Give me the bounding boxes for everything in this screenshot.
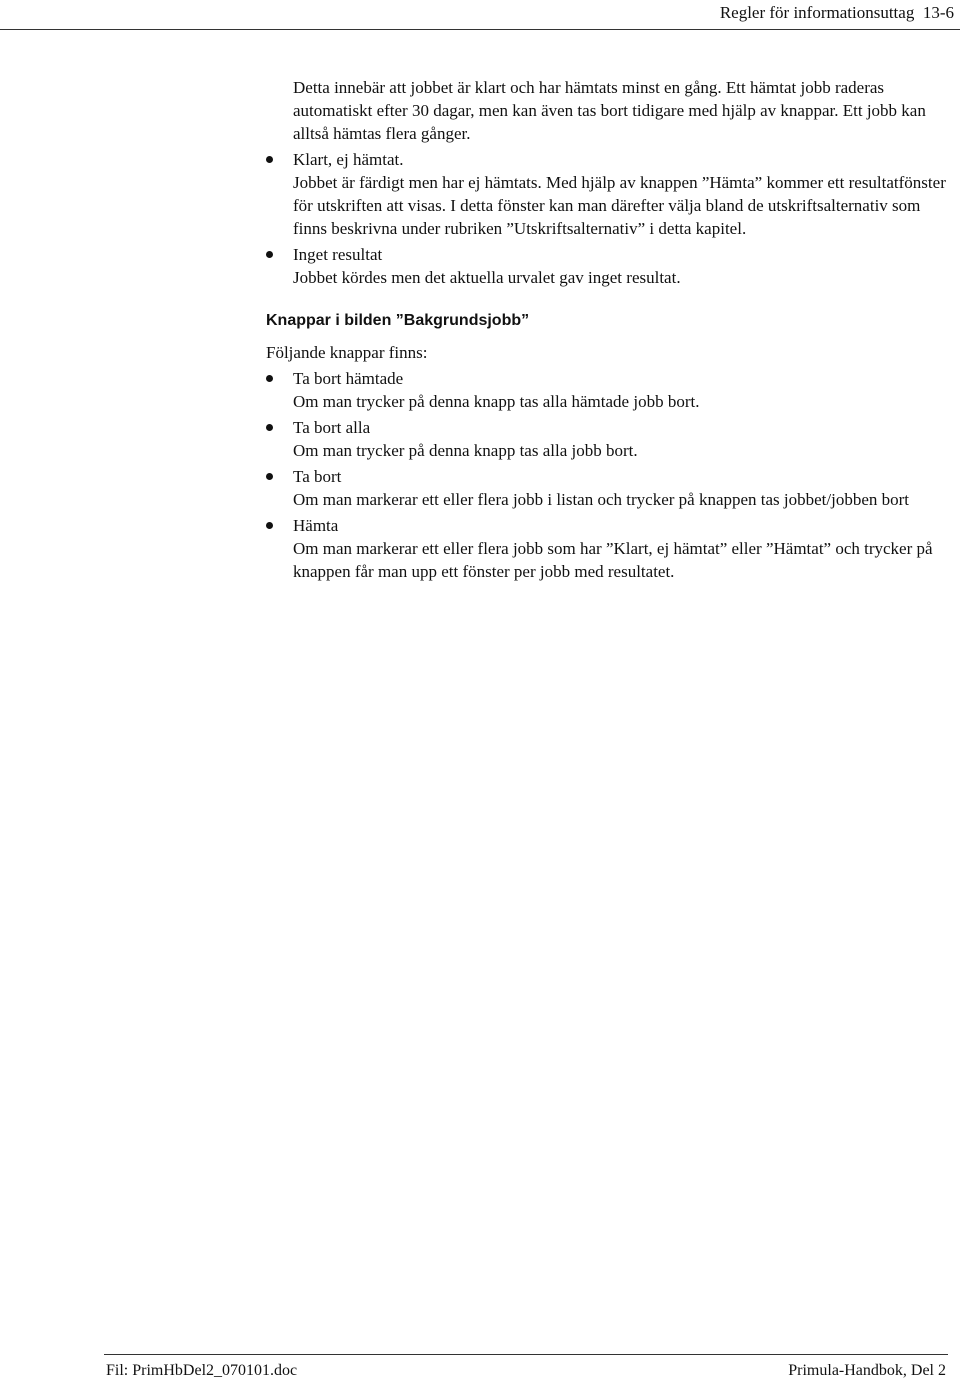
bullet-icon (266, 522, 273, 529)
page-footer (0, 1350, 960, 1382)
list-item-title: Klart, ej hämtat. (293, 150, 404, 169)
list-item-inget-resultat (266, 243, 956, 289)
bullet-icon (266, 251, 273, 258)
header-text (720, 2, 954, 24)
list-item-description: Jobbet är färdigt men har ej hämtats. Med hjälp av knappen ”Hämta” kommer ett resultatfönster för utskriften att visas. I detta fönster kan man därefter välja bland de utskriftsalternativ som finns beskrivna under rubriken ”Utskriftsalternativ” i detta kapitel. (293, 173, 946, 238)
list-item-description: Jobbet kördes men det aktuella urvalet gav inget resultat. (293, 268, 681, 287)
list-item-ta-bort-hamtade (266, 367, 956, 413)
section-heading-knappar: Knappar i bilden ”Bakgrundsjobb” (266, 312, 530, 329)
status-intro-paragraph: Detta innebär att jobbet är klart och har hämtats minst en gång. Ett hämtat jobb raderas automatiskt efter 30 dagar, men kan även tas bort tidigare med hjälp av knappar. Ett jobb kan alltså hämtas flera gånger. (293, 78, 926, 143)
list-item-description: Om man trycker på denna knapp tas alla hämtade jobb bort. (293, 392, 700, 411)
header-page-number: 13-6 (922, 3, 954, 22)
list-item-description: Om man trycker på denna knapp tas alla jobb bort. (293, 441, 638, 460)
bullet-icon (266, 375, 273, 382)
list-item-description: Om man markerar ett eller flera jobb som har ”Klart, ej hämtat” eller ”Hämtat” och trycker på knappen får man upp ett fönster per jobb med resultatet. (293, 539, 933, 581)
page-header (0, 0, 960, 36)
bullet-icon (266, 473, 273, 480)
list-item-title: Hämta (293, 516, 339, 535)
main-content (266, 76, 956, 583)
list-item-title: Ta bort alla (293, 418, 371, 437)
bullet-icon (266, 156, 273, 163)
list-item-hamta (266, 514, 956, 583)
footer-document-title: Primula-Handbok, Del 2 (788, 1362, 946, 1379)
header-title: Regler för informationsuttag (719, 3, 915, 22)
buttons-intro: Följande knappar finns: (266, 343, 428, 362)
header-divider (0, 29, 960, 30)
list-item-klart-ej-hamtat (266, 148, 956, 240)
footer-divider (104, 1354, 948, 1355)
list-item-title: Ta bort (293, 467, 342, 486)
footer-file-name: Fil: PrimHbDel2_070101.doc (106, 1362, 298, 1379)
list-item-ta-bort-alla (266, 416, 956, 462)
bullet-icon (266, 424, 273, 431)
list-item-description: Om man markerar ett eller flera jobb i listan och trycker på knappen tas jobbet/jobben bort (293, 490, 910, 509)
list-item-title: Inget resultat (293, 245, 383, 264)
list-item-title: Ta bort hämtade (293, 369, 404, 388)
list-item-ta-bort (266, 465, 956, 511)
